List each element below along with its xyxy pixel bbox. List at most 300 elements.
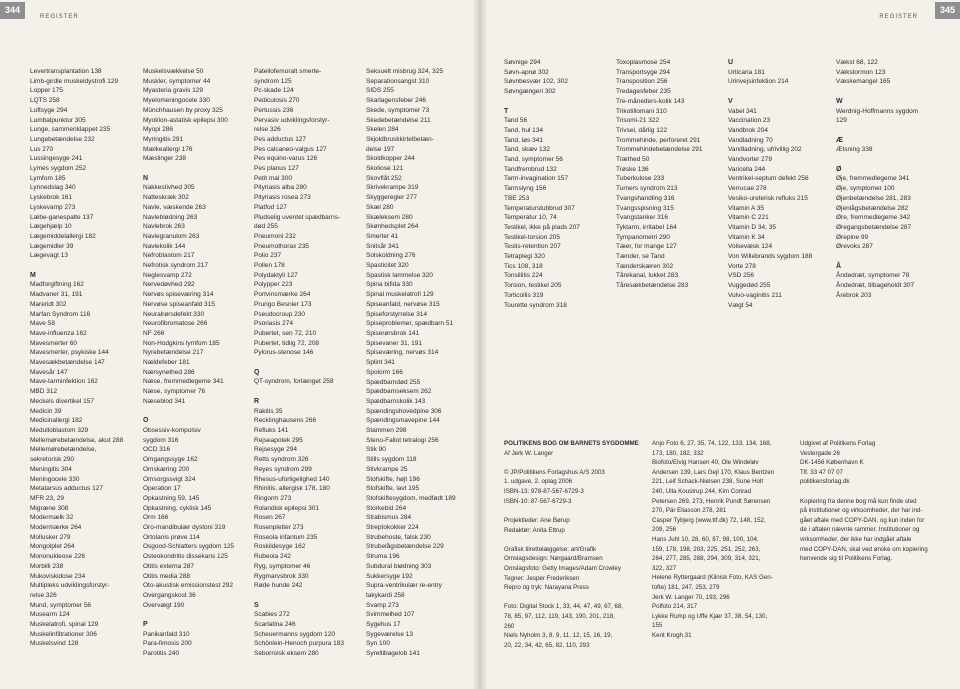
index-entry: Vitamin K 34 [728, 233, 765, 241]
imprint-column-2 [652, 439, 774, 640]
index-entry: Limb-girdle muskeldystrofi 129 [30, 77, 119, 85]
index-entry: Tympanometri 290 [616, 233, 670, 241]
index-entry: Spastisk lammelse 320 [366, 271, 433, 279]
index-column-4 [366, 67, 456, 659]
index-entry: Trikotillomani 310 [616, 107, 667, 115]
index-entry: Rubeola 242 [254, 553, 291, 561]
index-entry: Pes equino-varus 126 [254, 155, 318, 163]
index-entry: Obsessiv-kompulsiv [143, 426, 201, 434]
index-entry: Vægt 54 [728, 301, 753, 309]
index-entry: Myringitis 291 [143, 135, 184, 143]
index-entry: Spædbarndød 255 [366, 378, 421, 386]
index-entry: Vitamin C 221 [728, 214, 769, 222]
index-entry: syndrom 125 [254, 77, 292, 85]
index-entry: Lunge, sammenklappet 235 [30, 126, 111, 134]
imprint-line: Omslagsdesign: Nørgaard/Bramsen [504, 555, 603, 563]
imprint-line: 173, 180, 182, 332 [652, 449, 704, 457]
index-entry: Vulvo-vaginitis 211 [728, 291, 782, 299]
index-letter-heading: Æ [836, 136, 843, 144]
index-entry: Luftsyge 294 [30, 106, 68, 114]
index-column-8 [836, 58, 918, 301]
index-entry: Tænder, se Tand [616, 253, 665, 261]
index-column-2 [143, 67, 234, 659]
index-entry: NF 266 [143, 329, 165, 337]
index-entry: Skønhedsplet 264 [366, 223, 419, 231]
index-entry: Svimmelhed 107 [366, 611, 415, 619]
index-entry: Medicin 39 [30, 407, 62, 415]
index-entry: Nakkestivhed 305 [143, 184, 195, 192]
index-entry: Øjenlågsbetændelse 282 [836, 204, 909, 212]
imprint-line: Andersen 139, Lars Gejl 170, Klaus Bentzen [652, 468, 775, 476]
imprint-line: gået aftale med COPY-DAN, og kun inden for [800, 516, 925, 524]
index-entry: Splint 341 [366, 359, 395, 367]
index-entry: Øre, fremmedlegeme 342 [836, 214, 911, 222]
index-entry: Svamp 273 [366, 601, 399, 609]
index-entry: Søvnbesvær 102, 302 [504, 78, 568, 86]
imprint-line: Udgivet af Politikens Forlag [800, 440, 876, 447]
index-entry: Psoriasis 274 [254, 320, 294, 328]
index-entry: Næse, symptomer 76 [143, 388, 206, 396]
index-entry: Neuralrørsdefekt 330 [143, 310, 205, 318]
index-entry: Medulloblastom 329 [30, 427, 89, 434]
imprint-line: DK-1456 København K [800, 459, 864, 467]
index-entry: Næse, fremmedlegeme 341 [143, 378, 224, 386]
index-entry: Rolandisk epilepsi 301 [254, 504, 320, 512]
index-entry: Strubehoste, falsk 230 [366, 533, 431, 541]
index-entry: Spiseforstyrrelse 314 [366, 310, 428, 318]
imprint-line: Anjo Foto 6, 27, 35, 74, 122, 133, 134, 168, [652, 440, 772, 447]
index-letter-heading: Å [836, 262, 842, 270]
index-column-1 [30, 67, 123, 649]
index-entry: Vesiko-ureterisk refluks 215 [728, 194, 808, 202]
index-letter-heading: M [30, 271, 36, 279]
index-entry: Meningitis 304 [30, 465, 72, 473]
index-entry: Meckels divertikel 157 [30, 397, 94, 405]
index-entry: Øjenbetændelse 281, 283 [836, 194, 911, 202]
index-entry: Rakitis 35 [254, 407, 283, 415]
imprint-line: Omslagsfoto: Getty Images/Adam Crowley [504, 565, 621, 572]
imprint-spacer [504, 506, 639, 516]
imprint-line: på institutioner og virksomheder, der har ind- [800, 507, 923, 515]
imprint-line: de i aftalen nævnte rammer. Institutioner og [800, 526, 920, 534]
index-entry: Para-fimosis 200 [143, 640, 192, 648]
index-entry: Struma 196 [366, 553, 400, 561]
index-entry: Migræne 308 [30, 504, 69, 512]
index-entry: Morbilli 238 [30, 562, 64, 570]
index-entry: Separationsangst 310 [366, 77, 430, 85]
index-entry: Myoklon-astatisk epilepsi 300 [143, 116, 228, 124]
index-entry: Tics 108, 318 [504, 262, 543, 270]
index-entry: Stofskifte, højt 196 [366, 475, 420, 483]
index-entry: Navle, væskende 263 [143, 203, 206, 211]
index-entry: Omsorgssvigt 324 [143, 475, 196, 483]
index-entry: Madvaner 31, 191 [30, 291, 83, 299]
index-entry: Spædbarnseksem 262 [366, 388, 432, 396]
index-entry: Tåresækbetændelse 283 [616, 282, 689, 290]
index-letter-heading: V [728, 97, 733, 105]
index-entry: Spasticitet 320 [366, 262, 409, 270]
index-entry: Subdural blødning 303 [366, 562, 432, 570]
index-entry: Tand 56 [504, 117, 528, 125]
index-entry: Spiseproblemer, spædbarn 51 [366, 320, 454, 328]
index-entry: Pneumothorax 235 [254, 242, 309, 250]
index-entry: Lyskebrok 161 [30, 194, 73, 202]
index-letter-heading: O [143, 417, 149, 425]
index-entry: Orm 166 [143, 514, 169, 522]
index-entry: Prurigo Besnier 173 [254, 300, 312, 308]
index-entry: Verrucae 278 [728, 185, 767, 193]
index-entry: Pityriasis rosea 273 [254, 194, 311, 202]
index-entry: Vabel 341 [728, 107, 757, 115]
index-entry: Stofskiftesygdom, medfødt 189 [366, 494, 456, 502]
index-entry: Vandladning, ufrivillig 202 [728, 146, 802, 154]
index-entry: Skrivekrampe 319 [366, 184, 419, 192]
index-entry: Væskemangel 165 [836, 78, 891, 86]
index-entry: Pneumoni 232 [254, 232, 296, 240]
index-entry: Tarmslyng 156 [504, 185, 547, 193]
index-entry: Tårekanal, lukket 283 [616, 272, 679, 280]
index-entry: Nefrotisk syndrom 217 [143, 262, 209, 270]
index-entry: Seborroisk eksem 280 [254, 650, 319, 658]
index-entry: Spiseanfald, nervøse 315 [366, 300, 440, 308]
index-entry: delse 197 [366, 145, 395, 153]
index-entry: Mave-tarminfektion 162 [30, 378, 98, 386]
index-entry: takykardi 258 [366, 591, 405, 599]
index-entry: Pes adductus 127 [254, 135, 307, 143]
imprint-line: politikensforlag.dk [800, 478, 850, 486]
page-number-left: 344 [0, 2, 25, 19]
index-entry: Skjoldbruskkirtelbetæn- [366, 135, 434, 143]
index-entry: Lungebetændelse 232 [30, 135, 95, 143]
imprint-line: Tegner: Jesper Frederiksen [504, 574, 580, 582]
index-entry: 129 [836, 117, 847, 125]
index-entry: Neurofibromatose 266 [143, 320, 208, 328]
index-entry: Tandfrembrud 132 [504, 165, 557, 173]
book-gutter [472, 0, 488, 689]
index-entry: Søvnige 294 [504, 59, 541, 66]
imprint-line: Hans Juhl 10, 28, 60, 87, 98, 100, 104, [652, 535, 759, 543]
index-entry: SIDS 255 [366, 87, 394, 95]
index-entry: Tand, symptomer 56 [504, 156, 563, 164]
imprint-line: Repro og tryk: Narayana Press [504, 584, 589, 592]
imprint-line: 78, 85, 97, 112, 119, 143, 190, 201, 218, [504, 613, 615, 621]
index-entry: QT-syndrom, forlænget 258 [254, 378, 334, 386]
index-entry: Ringorm 273 [254, 494, 292, 502]
imprint-line: Niels Nyholm 3, 8, 9, 11, 12, 15, 16, 19, [504, 632, 613, 640]
index-entry: Strubelågsbetændelse 229 [366, 543, 444, 551]
index-letter-heading: Ø [836, 165, 842, 173]
index-entry: Lægemidler 39 [30, 242, 74, 250]
index-entry: Tand, skæv 132 [504, 146, 550, 154]
index-letter-heading: P [143, 621, 148, 629]
index-entry: Skede, symptomer 73 [366, 106, 430, 114]
index-entry: Stivkrampe 25 [366, 465, 408, 473]
index-entry: Temperaturstubbrud 307 [504, 204, 575, 212]
index-entry: Muskler, symptomer 44 [143, 77, 211, 85]
index-entry: Tand, løs 341 [504, 136, 544, 144]
index-entry: død 255 [254, 223, 278, 231]
index-entry: Stammen 298 [366, 427, 407, 435]
right-page [482, 0, 960, 689]
index-entry: Polypper 223 [254, 281, 293, 289]
index-entry: Spændingsmavepine 144 [366, 417, 440, 425]
index-entry: Åndedræt, tilbageholdt 307 [836, 282, 915, 290]
index-entry: VSD 256 [728, 272, 755, 280]
index-entry: Transportsyge 294 [616, 68, 670, 76]
index-entry: Øregangsbetændelse 287 [836, 223, 912, 231]
index-entry: Pervasiv udviklingsforstyr- [254, 116, 330, 124]
index-entry: Vitamin D 34, 35 [728, 223, 776, 231]
imprint-line: Lykke Rump og Uffe Kjær 37, 38, 54, 130, [652, 612, 768, 620]
index-entry: Tuberkulose 233 [616, 175, 665, 183]
index-entry: Skedebetændelse 211 [366, 116, 431, 124]
index-entry: OCD 316 [143, 446, 171, 454]
index-entry: Pertussis 236 [254, 106, 294, 114]
index-entry: Temperatur 10, 74 [504, 214, 557, 222]
imprint-line: tofte) 181, 247, 253, 279 [652, 583, 720, 591]
index-entry: Reyes syndrom 299 [254, 465, 312, 473]
index-entry: Syn 100 [366, 640, 390, 648]
index-entry: Osgood-Schlatters sygdom 125 [143, 543, 235, 551]
index-entry: Vitamin A 35 [728, 204, 765, 212]
imprint-line: Casper Tybjerg (www.ttf.dk) 72, 148, 152, [652, 516, 766, 524]
index-entry: Spolorm 166 [366, 368, 403, 376]
index-entry: Mongolplet 264 [30, 543, 75, 551]
index-entry: Mononukleose 226 [30, 553, 85, 561]
index-entry: Vandbrok 204 [728, 126, 768, 134]
index-entry: Lus 270 [30, 145, 54, 153]
index-entry: Tæer, for mange 127 [616, 243, 677, 251]
index-entry: Syreltibagelob 141 [366, 650, 420, 658]
index-entry: Træthed 50 [616, 156, 650, 164]
index-entry: Sygehus 17 [366, 621, 401, 629]
index-entry: relse 326 [254, 126, 281, 134]
index-entry: Osteokondritis dissekans 125 [143, 553, 228, 561]
index-column-5 [504, 58, 580, 310]
index-entry: Ørepine 99 [836, 233, 869, 241]
index-entry: Metatarsus adductus 127 [30, 485, 103, 493]
index-entry: Lynnedslag 340 [30, 184, 76, 192]
running-header-right: REGISTER [879, 14, 918, 20]
imprint-line: 264, 277, 285, 288, 294, 309, 314, 321, [652, 555, 761, 563]
index-letter-heading: R [254, 397, 260, 405]
index-entry: Testikel-torsion 205 [504, 233, 560, 241]
index-entry: Muskelinfiltrationer 306 [30, 630, 97, 638]
index-entry: Multipleks udviklingsforstyr- [30, 582, 110, 590]
index-entry: Ørevoks 287 [836, 243, 873, 251]
index-entry: Tetraplegi 320 [504, 253, 545, 261]
index-entry: Søvngængeri 302 [504, 88, 556, 96]
index-entry: Muskelsvækkelse 50 [143, 68, 204, 75]
imprint-line: Polfoto 214, 317 [652, 603, 698, 611]
index-entry: Modermælk 32 [30, 514, 74, 522]
index-entry: Panikanfald 310 [143, 630, 190, 638]
index-entry: Lægemiddelallergi 182 [30, 232, 96, 240]
index-entry: Muskelsvind 128 [30, 640, 79, 648]
index-entry: Scabies 272 [254, 611, 290, 619]
index-entry: Stik 90 [366, 446, 386, 454]
index-entry: Lymes sygdom 252 [30, 165, 87, 173]
index-entry: Nervøs spiseværing 314 [143, 291, 214, 299]
imprint-line: ISBN-13: 978-87-567-6729-3 [504, 488, 584, 496]
index-entry: Sygeværelse 13 [366, 630, 413, 638]
index-entry: Tvangsspisning 315 [616, 204, 674, 212]
index-entry: Skæleksem 280 [366, 213, 413, 221]
index-entry: Trøske 136 [616, 165, 649, 173]
index-entry: Madforgiftning 162 [30, 281, 84, 289]
index-entry: Pc-skade 124 [254, 87, 294, 95]
index-entry: LQTS 258 [30, 97, 60, 105]
index-entry: Vorte 278 [728, 262, 756, 270]
index-entry: Meningocele 330 [30, 475, 80, 483]
index-entry: Pseudocroup 230 [254, 310, 305, 318]
index-entry: Skovflåt 252 [366, 174, 402, 182]
index-entry: Overgangskost 36 [143, 591, 196, 599]
index-entry: Lægehjælp 10 [30, 223, 72, 231]
imprint-line: POLITIKENS BOG OM BARNETS SYGDOMME [504, 440, 639, 447]
index-entry: Medicinallergi 182 [30, 417, 83, 425]
index-entry: Læbe-ganespalte 137 [30, 213, 94, 221]
index-entry: Tyktarm, irritabel 164 [616, 223, 677, 231]
index-entry: Skyggeregler 277 [366, 194, 417, 202]
index-column-7 [728, 58, 812, 310]
index-entry: Von Willebrands sygdom 188 [728, 253, 813, 261]
index-entry: Nervøse spiseanfald 315 [143, 300, 215, 308]
imprint-spacer [504, 593, 639, 603]
index-entry: Refluks 141 [254, 426, 289, 434]
index-entry: Pylorus-stenose 146 [254, 349, 314, 357]
imprint-spacer [800, 487, 928, 497]
index-entry: sygdom 316 [143, 436, 179, 444]
index-entry: Mellemørebetændelse, [30, 446, 97, 454]
index-entry: Myopi 286 [143, 126, 173, 134]
index-entry: Solskoldning 276 [366, 252, 416, 260]
index-entry: Rosenpletter 273 [254, 524, 304, 532]
index-entry: Streptokokker 224 [366, 524, 419, 532]
index-entry: Rejseapotek 295 [254, 436, 303, 444]
index-entry: Vandladning 70 [728, 136, 773, 144]
imprint-line: Tlf. 33 47 07 07 [800, 468, 843, 476]
index-entry: Schönlein-Henoch purpura 183 [254, 640, 344, 648]
index-entry: Tonsillitis 224 [504, 272, 543, 280]
index-entry: Urticaria 181 [728, 68, 765, 76]
index-entry: Åndedræt, symptomer 78 [836, 272, 910, 280]
imprint-line: Projektleder: Ane Børup [504, 516, 570, 524]
index-entry: Mave 58 [30, 320, 55, 328]
index-entry: Nældefeber 181 [143, 359, 190, 367]
index-entry: Lyskevamp 273 [30, 203, 76, 211]
imprint-line: 221, Leif Schack-Nielsen 238, Sune Holt [652, 478, 764, 486]
imprint-line: 20, 22, 34, 42, 65, 82, 110, 293 [504, 641, 590, 649]
index-entry: Smerter 41 [366, 232, 399, 240]
index-entry: Trisomi-21 322 [616, 117, 660, 125]
index-entry: Portvinsmærke 264 [254, 291, 311, 299]
index-entry: Scarlatina 246 [254, 621, 296, 629]
imprint-line: 260 [504, 622, 515, 630]
index-entry: Mavesmerter, psykiske 144 [30, 349, 109, 357]
index-entry: Opkastning, cyklisk 145 [143, 504, 212, 512]
index-entry: Pityriasis alba 280 [254, 184, 307, 192]
index-entry: Oro-mandibulær dystoni 319 [143, 524, 226, 532]
index-entry: Spædbarnskolik 143 [366, 397, 426, 405]
imprint-line: henvende sig til Politikens Forlag. [800, 555, 893, 563]
index-letter-heading: W [836, 97, 843, 105]
index-entry: Parotitis 240 [143, 650, 180, 658]
page-number-right: 345 [935, 2, 960, 19]
index-entry: Non-Hodgkins lymfom 185 [143, 339, 220, 347]
index-entry: Levertransplantation 138 [30, 68, 102, 75]
index-entry: Lumbalpunktur 305 [30, 116, 86, 124]
index-entry: Tarm-invagination 157 [504, 175, 568, 183]
index-entry: Pubertet, tidlig 72, 208 [254, 339, 320, 347]
index-entry: Pediculosis 270 [254, 97, 300, 105]
index-entry: Pollen 178 [254, 262, 285, 270]
index-entry: Polydaktyli 127 [254, 271, 298, 279]
index-entry: MFR 23, 29 [30, 494, 64, 502]
index-entry: Lussingesyge 241 [30, 155, 83, 163]
index-entry: Mollusker 279 [30, 533, 71, 541]
index-entry: Roskildesyge 162 [254, 543, 306, 551]
index-entry: Münchhausen by proxy 325 [143, 106, 223, 114]
index-entry: Toxoplasmose 254 [616, 59, 671, 66]
index-entry: Spinal muskelatrofi 129 [366, 291, 434, 299]
index-entry: Skæl 280 [366, 203, 394, 211]
running-header-left: REGISTER [40, 14, 79, 20]
index-entry: Strabismus 284 [366, 514, 412, 522]
index-entry: Roseola infantum 235 [254, 533, 318, 541]
index-entry: Vækst 68, 122 [836, 59, 878, 66]
index-entry: Skelen 284 [366, 126, 399, 134]
index-entry: Platfod 127 [254, 203, 287, 211]
index-entry: Mæslinger 238 [143, 155, 186, 163]
index-entry: TBE 253 [504, 194, 530, 202]
index-entry: Polio 237 [254, 252, 282, 260]
imprint-line: 270, Pär Eliasson 278, 281 [652, 507, 727, 515]
index-entry: Trommehindebetændelse 291 [616, 146, 703, 154]
index-entry: Vækstormon 123 [836, 68, 886, 76]
index-entry: Rygmarvsbrok 330 [254, 572, 309, 580]
imprint-line: Petersen 269, 273, Henrik Pundt Sørensen [652, 497, 771, 505]
index-entry: Tand, hul 134 [504, 126, 544, 134]
imprint-line: 155 [652, 622, 663, 630]
index-entry: Ætsning 338 [836, 146, 873, 154]
index-entry: Navlebrok 263 [143, 223, 185, 231]
imprint-line: ISBN-10: 87-567-6729-3 [504, 497, 572, 505]
index-entry: Ryg, symptomer 46 [254, 562, 311, 570]
index-entry: Nervedøvhed 292 [143, 281, 195, 289]
imprint-line: Vestergade 26 [800, 449, 840, 457]
index-entry: Spændingshovedpine 306 [366, 407, 442, 415]
imprint-line: 209, 256 [652, 526, 677, 534]
index-entry: Pes planus 127 [254, 165, 299, 173]
index-entry: MBD 312 [30, 388, 58, 396]
index-entry: Myasteria gravis 129 [143, 87, 203, 95]
index-letter-heading: Q [254, 368, 260, 376]
index-entry: Pubertet, sen 72, 210 [254, 329, 317, 337]
index-entry: Sukkersyge 192 [366, 572, 413, 580]
index-entry: Patellofemoralt smerte- [254, 68, 322, 75]
index-entry: Scheuermanns sygdom 120 [254, 630, 335, 638]
index-entry: Øje, fremmedlegeme 341 [836, 175, 910, 183]
index-entry: Stofskifte, lavt 195 [366, 485, 420, 493]
imprint-line: Redaktør: Anita Ettrup [504, 526, 565, 534]
index-entry: Mavesmerter 60 [30, 339, 77, 347]
index-entry: Tænderskæren 302 [616, 262, 674, 270]
index-entry: Modermærke 264 [30, 524, 82, 532]
index-entry: Skarlagensfeber 246 [366, 97, 426, 105]
index-entry: Rosen 267 [254, 514, 286, 522]
index-entry: Musearm 124 [30, 611, 70, 619]
